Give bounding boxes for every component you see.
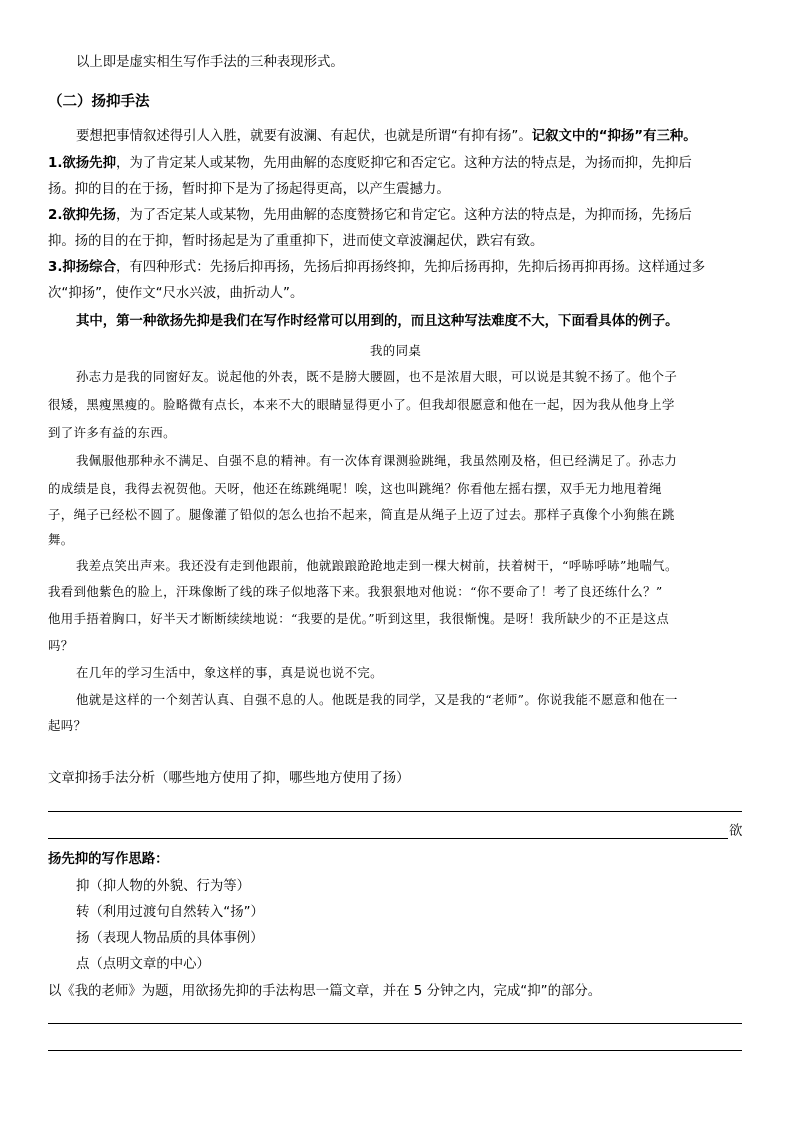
item-3-text-1: ，有四种形式：先扬后抑再扬，先扬后抑再扬终抑，先抑后扬再抑，先抑后扬再抑再扬。这样通过多 [115,260,706,275]
summary-line: 其中，第一种欲扬先抑是我们在写作时经常可以用到的，而且这种写法难度不大，下面看具体的例子。 [76,314,679,329]
item-2-line-2: 抑。扬的目的在于抑，暂时扬起是为了重重抑下，进而使文章波澜起伏，跌宕有致。 [48,234,544,249]
essay-p3-line-1: 我差点笑出声来。我还没有走到他跟前，他就踉踉跄跄地走到一棵大树前，扶着树干，“呼哧呼哧”地喘气。 [76,558,678,573]
essay-p5-line-2: 起吗？ [48,718,87,733]
item-2-text-1: ，为了否定某人或某物，先用曲解的态度赞扬它和肯定它。这种方法的特点是，为抑而扬，先扬后 [115,208,692,223]
section-heading: （二）扬抑手法 [48,94,150,110]
intro-line: 以上即是虚实相生写作手法的三种表现形式。 [76,55,344,70]
item-1-line-1 [48,155,692,173]
task-line: 以《我的老师》为题，用欲扬先抑的手法构思一篇文章，并在 5 分钟之内，完成“抑”的部分。 [48,984,602,999]
paragraph-1-text: 要想把事情叙述得引人入胜，就要有波澜、有起伏，也就是所谓“有抑有扬”。 [76,129,532,144]
item-1-label: 1.欲扬先抑 [48,156,116,171]
item-3-line-1 [48,259,705,277]
analysis-prompt: 文章抑扬手法分析（哪些地方使用了抑，哪些地方使用了扬） [48,771,410,786]
essay-p3-line-3: 他用手捂着胸口，好半天才断断续续地说：“我要的是优。”听到这里，我很惭愧。是呀！我所缺少的不正是这点 [48,611,670,626]
step-1: 抑（抑人物的外貌、行为等） [76,879,251,894]
answer-line-4 [48,1050,742,1051]
essay-p1-line-2: 很矮，黑瘦黑瘦的。脸略微有点长，本来不大的眼睛显得更小了。但我却很愿意和他在一起，因为我从他身上学 [48,397,675,412]
paragraph-1-emphasis: 记叙文中的“抑扬”有三种。 [531,129,697,144]
essay-p3-line-4: 吗？ [48,638,74,653]
essay-p2-line-1: 我佩服他那种永不满足、自强不息的精神。有一次体育课测验跳绳，我虽然刚及格，但已经满足了。孙志力 [76,453,678,468]
item-3-label: 3.抑扬综合 [48,260,116,275]
essay-p2-line-2: 的成绩是良，我得去祝贺他。天呀，他还在练跳绳呢！唉，这也叫跳绳？你看他左摇右摆，双手无力地甩着绳 [48,481,662,496]
essay-p4-line-1: 在几年的学习生活中，象这样的事，真是说也说不完。 [76,665,383,680]
essay-p3-line-2: 我看到他紫色的脸上，汗珠像断了线的珠子似地落下来。我狠狠地对他说：“你不要命了！考了良还练什么？” [48,584,663,599]
answer-line-2 [48,838,728,839]
item-2-label: 2.欲抑先扬 [48,208,116,223]
step-3: 扬（表现人物品质的具体事例） [76,931,264,946]
essay-p2-line-3: 子，绳子已经松不圆了。腿像灌了铅似的怎么也抬不起来，简直是从绳子上迈了过去。那样子真像个小狗熊在跳 [48,507,675,522]
item-1-line-2: 扬。抑的目的在于扬，暂时抑下是为了扬起得更高，以产生震撼力。 [48,182,450,197]
thought-heading: 扬先抑的写作思路： [48,852,169,867]
item-3-line-2: 次“抑扬”，使作文“尺水兴波，曲折动人”。 [48,286,304,301]
essay-p1-line-1: 孙志力是我的同窗好友。说起他的外表，既不是膀大腰圆，也不是浓眉大眼，可以说是其貌不扬了。他个子 [76,369,678,384]
answer-line-3 [48,1023,742,1024]
essay-p5-line-1: 他就是这样的一个刻苦认真、自强不息的人。他既是我的同学，又是我的“老师”。你说我能不愿意和他在一 [76,692,678,707]
essay-p1-line-3: 到了许多有益的东西。 [48,425,176,440]
answer-line-1 [48,811,742,812]
step-4: 点（点明文章的中心） [76,957,210,972]
essay-p2-line-4: 舞。 [48,532,74,547]
line-tail-char: 欲 [729,824,743,839]
item-1-text-1: ，为了肯定某人或某物，先用曲解的态度贬抑它和否定它。这种方法的特点是，为扬而抑，先抑后 [115,156,692,171]
paragraph-1 [76,128,697,146]
essay-title: 我的同桌 [370,343,422,358]
item-2-line-1 [48,207,692,225]
step-2: 转（利用过渡句自然转入“扬”） [76,905,264,920]
